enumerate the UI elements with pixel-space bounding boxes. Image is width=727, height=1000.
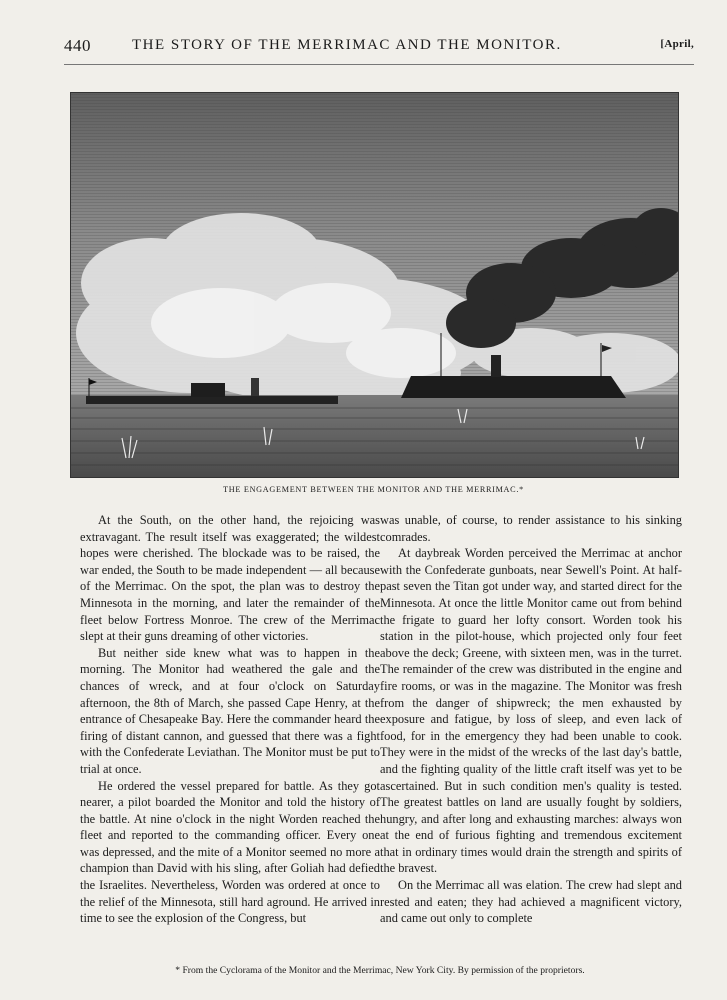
- engraving-illustration: [70, 92, 679, 478]
- page-number: 440: [64, 36, 91, 55]
- footnote: * From the Cyclorama of the Monitor and the Merrimac, New York City. By permission of the proprietors.: [175, 965, 585, 976]
- engraving-svg: [71, 93, 678, 477]
- running-header: [64, 36, 694, 58]
- figure-caption: THE ENGAGEMENT BETWEEN THE MONITOR AND THE MERRIMAC.*: [223, 485, 524, 494]
- paragraph: On the Merrimac all was elation. The crew had slept and rested and eaten; they had achieved a magnificent victory, and came out only to complete: [380, 878, 682, 926]
- paragraph: was unable, of course, to render assistance to his sinking comrades.: [380, 513, 682, 544]
- running-month: [April,: [660, 38, 694, 50]
- header-rule: [64, 64, 694, 65]
- left-column: [80, 512, 380, 927]
- paragraph: At daybreak Worden perceived the Merrimac at anchor with the Confederate gunboats, near Sewell's Point. At half-past seven the Titan got under way, and started direct for the Minnesota. At once the little Monitor came out from behind the frigate to guard her lofty consort. Worden took his station in the pilot-house, which projected only four feet above the deck; Greene, with sixteen men, was in the turret. The remainder of the crew was distributed in the engine and fire rooms, or was in the magazine. The Monitor was fresh from the danger of shipwreck; the men exhausted by exposure and fatigue, by loss of sleep, and even lack of food, for in the emergency they had been unable to cook. They were in the midst of the wrecks of the last day's battle, and the fighting quality of the little craft itself was yet to be ascertained. But in such condition men's quality is tested. The greatest battles on land are usually fought by soldiers, hungry, and after long and exhausting marches: always won at the end of furious fighting and tremendous excitement that in ordinary times would drain the strength and spirits of the bravest.: [380, 546, 682, 876]
- right-column: [380, 512, 682, 927]
- paragraph: At the South, on the other hand, the rejoicing was extravagant. The result itself was exaggerated; the wildest hopes were cherished. The blockade was to be raised, the war ended, the South to be made independent — all because of the Merrimac. On the spot, the plan was to destroy the Minnesota in the morning, and later the remainder of the fleet below Fortress Monroe. The crew of the Merrimac slept at their guns dreaming of other victories.: [80, 513, 380, 644]
- running-title: THE STORY OF THE MERRIMAC AND THE MONITOR.: [132, 37, 562, 53]
- paragraph: He ordered the vessel prepared for battle. As they got nearer, a pilot boarded the Monitor and told the history of the battle. At nine o'clock in the night Worden reached the fleet and reported to the commanding officer. Every one was depressed, and the mite of a Monitor seemed no more a champion than David with his sling, after Goliah had defied the Israelites. Nevertheless, Worden was ordered at once to the relief of the Minnesota, still hard aground. He arrived in time to see the explosion of the Congress, but: [80, 778, 380, 926]
- paragraph: But neither side knew what was to happen in the morning. The Monitor had weathered the gale and the chances of wreck, and at four o'clock on Saturday afternoon, the 8th of March, she passed Cape Henry, at the entrance of Chesapeake Bay. Here the commander heard the firing of distant cannon, and guessed that there was a fight with the Confederate Leviathan. The Monitor must be put to trial at once.: [80, 645, 380, 776]
